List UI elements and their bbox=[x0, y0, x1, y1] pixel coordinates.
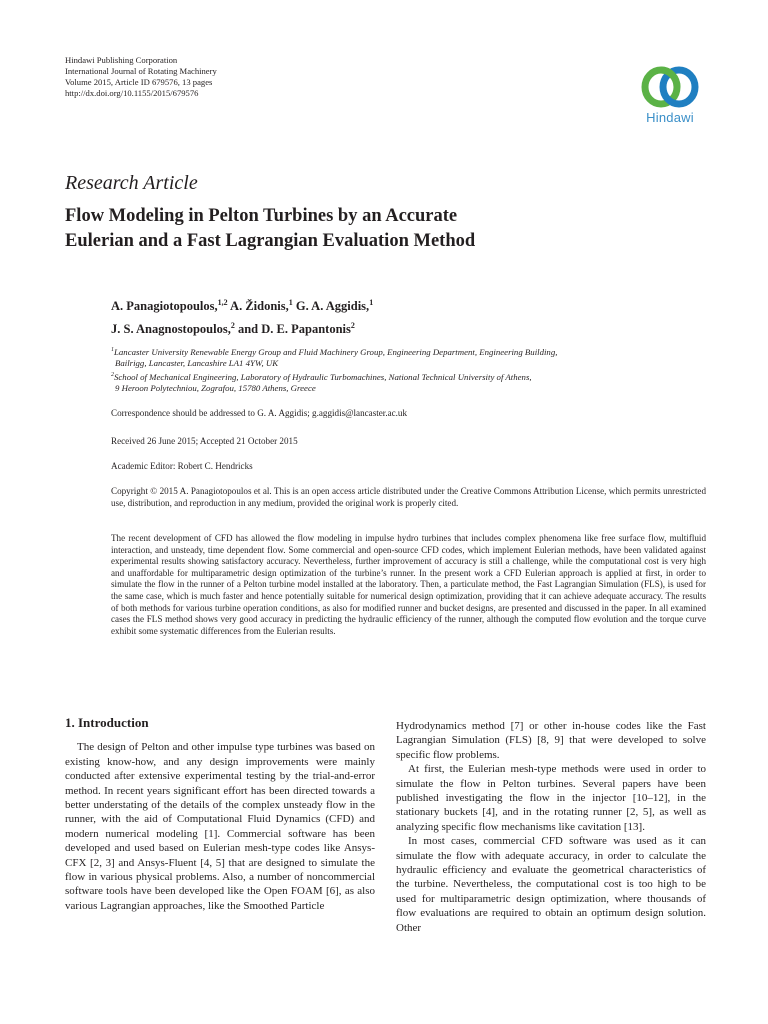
author-name: A. Panagiotopoulos, bbox=[111, 299, 218, 314]
left-column bbox=[65, 716, 375, 913]
copyright-notice: Copyright © 2015 A. Panagiotopoulos et al. This is an open access article distributed under the Creative Commons Attribution License, which permits unrestricted use, distribution, and reproduction in any medium, provided the original work is properly cited. bbox=[111, 486, 706, 508]
body-paragraph: At first, the Eulerian mesh-type methods were used in order to simulate the flow in Pelton turbines. Several papers have been published investigating the flow in the injector [10–12], in the stationary buckets [4], and in the rotating runner [2, 5], as well as analyzing specific flow mechanisms like cavitation [13]. bbox=[396, 763, 706, 833]
body-paragraph: In most cases, commercial CFD software was used as it can simulate the flow with adequate accuracy, in order to calculate the hydraulic efficiency and evaluate the geometrical characteristics of the turbine. Nevertheless, the computational cost is too high to be used for multiparametric design optimization, where thousands of flow evaluations are required to obtain an optimum design solution. Other bbox=[396, 835, 706, 934]
body-paragraph: The design of Pelton and other impulse type turbines was based on existing know-how, and any design improvements were mainly conducted after extensive experimental testing by the trial-and-error method. In recent years significant effort has been directed towards a better understating of the details of the complex unsteady flow in the runner, with the aid of Computational Fluid Dynamics (CFD) and modern numerical modeling [1]. Commercial software has been developed and used based on Eulerian mesh-type codes like Ansys-CFX [2, 3] and Ansys-Fluent [4, 5] that are designed to simulate the flow in various physical problems. Also, a number of noncommercial software tools have been developed like the Open FOAM [6], as also various Lagrangian approaches, like the Smoothed Particle bbox=[65, 741, 375, 912]
paper-title bbox=[65, 204, 665, 254]
title-line: Flow Modeling in Pelton Turbines by an Accurate bbox=[65, 206, 458, 226]
author-affiliation-mark: 1,2 bbox=[217, 298, 228, 307]
affiliations bbox=[111, 345, 711, 394]
received-dates: Received 26 June 2015; Accepted 21 October 2015 bbox=[111, 436, 298, 446]
volume-info: Volume 2015, Article ID 679576, 13 pages bbox=[65, 77, 213, 87]
author-affiliation-mark: 1 bbox=[369, 298, 374, 307]
author-name: J. S. Anagnostopoulos, bbox=[111, 322, 231, 337]
hindawi-rings-icon bbox=[639, 64, 701, 110]
author-affiliation-mark: 2 bbox=[230, 321, 235, 331]
author-affiliation-mark: 2 bbox=[350, 321, 355, 331]
affiliation-1-address: Bailrigg, Lancaster, Lancashire LA1 4YW, UK bbox=[115, 358, 279, 369]
author-name: and D. E. Papantonis bbox=[234, 322, 351, 337]
author-line bbox=[111, 293, 671, 316]
academic-editor: Academic Editor: Robert C. Hendricks bbox=[111, 461, 253, 471]
doi-link[interactable]: http://dx.doi.org/10.1155/2015/679576 bbox=[65, 88, 199, 98]
right-column bbox=[396, 719, 706, 935]
journal-name: International Journal of Rotating Machinery bbox=[65, 66, 217, 76]
author-name: A. Židonis, bbox=[227, 299, 289, 314]
body-paragraph: Hydrodynamics method [7] or other in-house codes like the Fast Lagrangian Simulation (FLS) [8, 9] that were developed to solve specific flow problems. bbox=[396, 720, 706, 761]
hindawi-logo[interactable] bbox=[632, 64, 708, 134]
section-heading: 1. Introduction bbox=[65, 715, 149, 730]
author-list bbox=[111, 293, 671, 339]
author-line bbox=[111, 316, 671, 339]
article-type: Research Article bbox=[65, 172, 198, 194]
affiliation-1: $^1$Lancaster University Renewable Energy Group and Fluid Machinery Group, Engineering Department, Engineering Building, bbox=[111, 346, 558, 357]
logo-text: Hindawi bbox=[646, 110, 694, 125]
title-line: Eulerian and a Fast Lagrangian Evaluation Method bbox=[65, 231, 476, 251]
publisher-name: Hindawi Publishing Corporation bbox=[65, 55, 178, 65]
abstract: The recent development of CFD has allowed the flow modeling in impulse hydro turbines that includes complex phenomena like free surface flow, multifluid interaction, and unsteady, time dependent flow. Some commercial and open-source CFD codes, which implement Eulerian methods, have been validated against experimental results showing satisfactory accuracy. Nevertheless, further improvement of accuracy is still a challenge, while the computational cost is very high and unaffordable for multiparametric design optimization of the turbine’s runner. In the present work a CFD Eulerian approach is applied at first, in order to simulate the flow in the runner of a Pelton turbine model installed at the laboratory. Then, a particulate method, the Fast Lagrangian Simulation (FLS), is used for the same case, which is much faster and hence potentially suitable for numerical design optimization, providing that it can achieve adequate accuracy. The results of both methods for various turbine operation conditions, as also for modified runner and bucket designs, are presented and discussed in the paper. In all examined cases the FLS method shows very good accuracy in predicting the hydraulic efficiency of the runner, although the computed flow evolution and the torque curve exhibit some systematic differences from the Eulerian results. bbox=[111, 533, 706, 636]
publication-info bbox=[65, 55, 217, 99]
author-affiliation-mark: 1 bbox=[288, 298, 293, 307]
correspondence: Correspondence should be addressed to G. A. Aggidis; g.aggidis@lancaster.ac.uk bbox=[111, 408, 408, 418]
affiliation-2: $^2$School of Mechanical Engineering, Laboratory of Hydraulic Turbomachines, National Technical University of Athens, bbox=[111, 371, 532, 382]
author-name: G. A. Aggidis, bbox=[292, 299, 370, 314]
affiliation-2-address: 9 Heroon Polytechniou, Zografou, 15780 Athens, Greece bbox=[115, 383, 316, 394]
